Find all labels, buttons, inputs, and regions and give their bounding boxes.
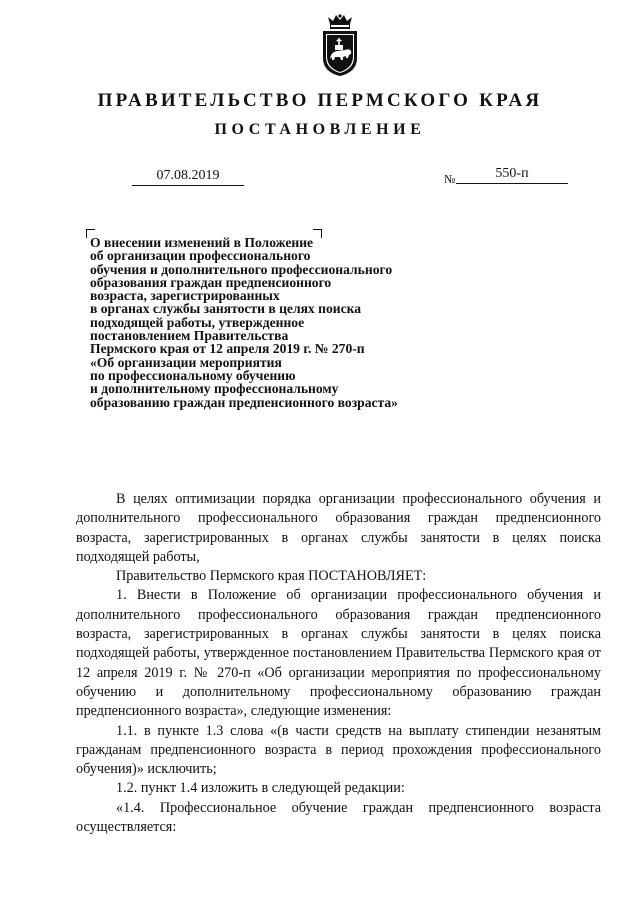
subject-line: обучения и дополнительного профессионального — [90, 261, 393, 277]
government-title: ПРАВИТЕЛЬСТВО ПЕРМСКОГО КРАЯ — [97, 90, 543, 111]
subject-line: образования граждан предпенсионного — [90, 274, 332, 290]
body-paragraph: «1.4. Профессиональное обучение граждан предпенсионного возраста осуществляется: — [76, 799, 601, 836]
subject-line: об организации профессионального — [90, 248, 311, 264]
subject-line: образованию граждан предпенсионного возраста» — [90, 394, 398, 410]
subject-line: по профессиональному обучению — [90, 367, 296, 383]
subject-line: О внесении изменений в Положение — [90, 235, 314, 250]
perm-krai-coat-of-arms-icon — [318, 14, 362, 78]
number-sign: № — [444, 172, 456, 186]
subject-line: в органах службы занятости в целях поиска — [90, 301, 362, 317]
subject-line: и дополнительному профессиональному — [90, 381, 339, 397]
subject-line: «Об организации мероприятия — [90, 354, 282, 370]
body-paragraph: В целях оптимизации порядка организации профессионального обучения и дополнительного профессионального образования граждан предпенсионного возраста, зарегистрированных в органах службы занятости в целях поиска подходящей работы, — [76, 491, 601, 565]
body-paragraph: 1.2. пункт 1.4 изложить в следующей редакции: — [116, 780, 405, 797]
document-type: ПОСТАНОВЛЕНИЕ — [214, 121, 426, 138]
subject-line: возраста, зарегистрированных — [90, 288, 280, 304]
subject-line: постановлением Правительства — [90, 328, 289, 344]
subject-line: Пермского края от 12 апреля 2019 г. № 270-п — [90, 341, 365, 357]
document-body — [76, 490, 601, 837]
document-subject — [90, 236, 450, 409]
body-paragraph: 1. Внести в Положение об организации профессионального обучения и дополнительного профессионального образования граждан предпенсионного возраста, зарегистрированных в органах службы занятости в целях поиска подходящей работы, утвержденное постановлением Правительства Пермского края от 12 апреля 2019 г. № 270-п «Об организации мероприятия по профессиональному обучению и дополнительному профессиональному образованию граждан предпенсионного возраста», следующие изменения: — [76, 587, 601, 720]
document-number: 550-п — [456, 166, 568, 184]
document-date: 07.08.2019 — [132, 168, 244, 186]
body-paragraph: Правительство Пермского края ПОСТАНОВЛЯЕТ: — [116, 568, 427, 585]
body-paragraph: 1.1. в пункте 1.3 слова «(в части средств на выплату стипендии незанятым гражданам предпенсионного возраста в период прохождения профессионального обучения)» исключить; — [76, 722, 601, 778]
subject-line: подходящей работы, утвержденное — [90, 314, 305, 330]
